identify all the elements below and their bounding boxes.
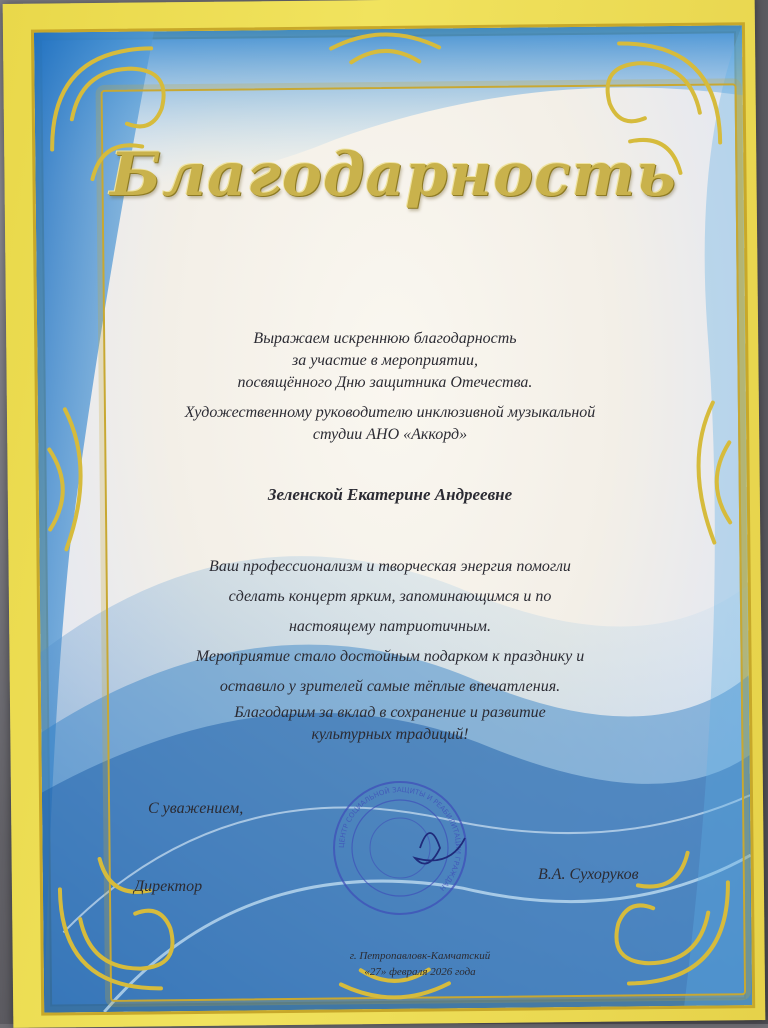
date-text: «27» февраля 2026 года [364, 966, 476, 978]
stamp-text: ЦЕНТР СОЦИАЛЬНОЙ ЗАЩИТЫ И РЕАБИЛИТАЦИИ ГРАЖДАН [337, 785, 463, 893]
stamp-seal [330, 778, 470, 918]
closing-text: С уважением, [148, 800, 244, 817]
message-line: сделать концерт ярким, запоминающимся и по [228, 588, 552, 605]
svg-text:ЦЕНТР СОЦИАЛЬНОЙ ЗАЩИТЫ И РЕАБ [338, 786, 462, 892]
gratitude-line: посвящённого Дню защитника Отечества. [237, 374, 533, 391]
signer-name: В.А. Сухоруков [538, 866, 639, 883]
message-line: настоящему патриотичным. [288, 618, 492, 635]
message-line: Мероприятие стало достойным подарком к празднику и [195, 648, 585, 665]
signer-title: Директор [134, 878, 203, 895]
certificate-title: Благодарность [110, 140, 677, 210]
message-line: Благодарим за вклад в сохранение и развитие [234, 704, 546, 721]
gratitude-line: за участие в мероприятии, [292, 352, 478, 369]
recipient-role-line: студии АНО «Аккорд» [312, 426, 468, 443]
recipient-role-line: Художественному руководителю инклюзивной музыкальной [184, 404, 596, 421]
message-line: оставило у зрителей самые тёплые впечатления. [219, 678, 561, 695]
city-text: г. Петропавловк-Камчатский [349, 950, 491, 962]
recipient-role [110, 402, 670, 446]
message-text [150, 552, 630, 746]
gratitude-line: Выражаем искреннюю благодарность [253, 330, 517, 347]
recipient-name: Зеленской Екатерине Андреевне [267, 485, 513, 504]
gratitude-text [180, 328, 590, 394]
message-line: культурных традиций! [311, 726, 469, 743]
message-line: Ваш профессионализм и творческая энергия помогли [209, 558, 571, 575]
